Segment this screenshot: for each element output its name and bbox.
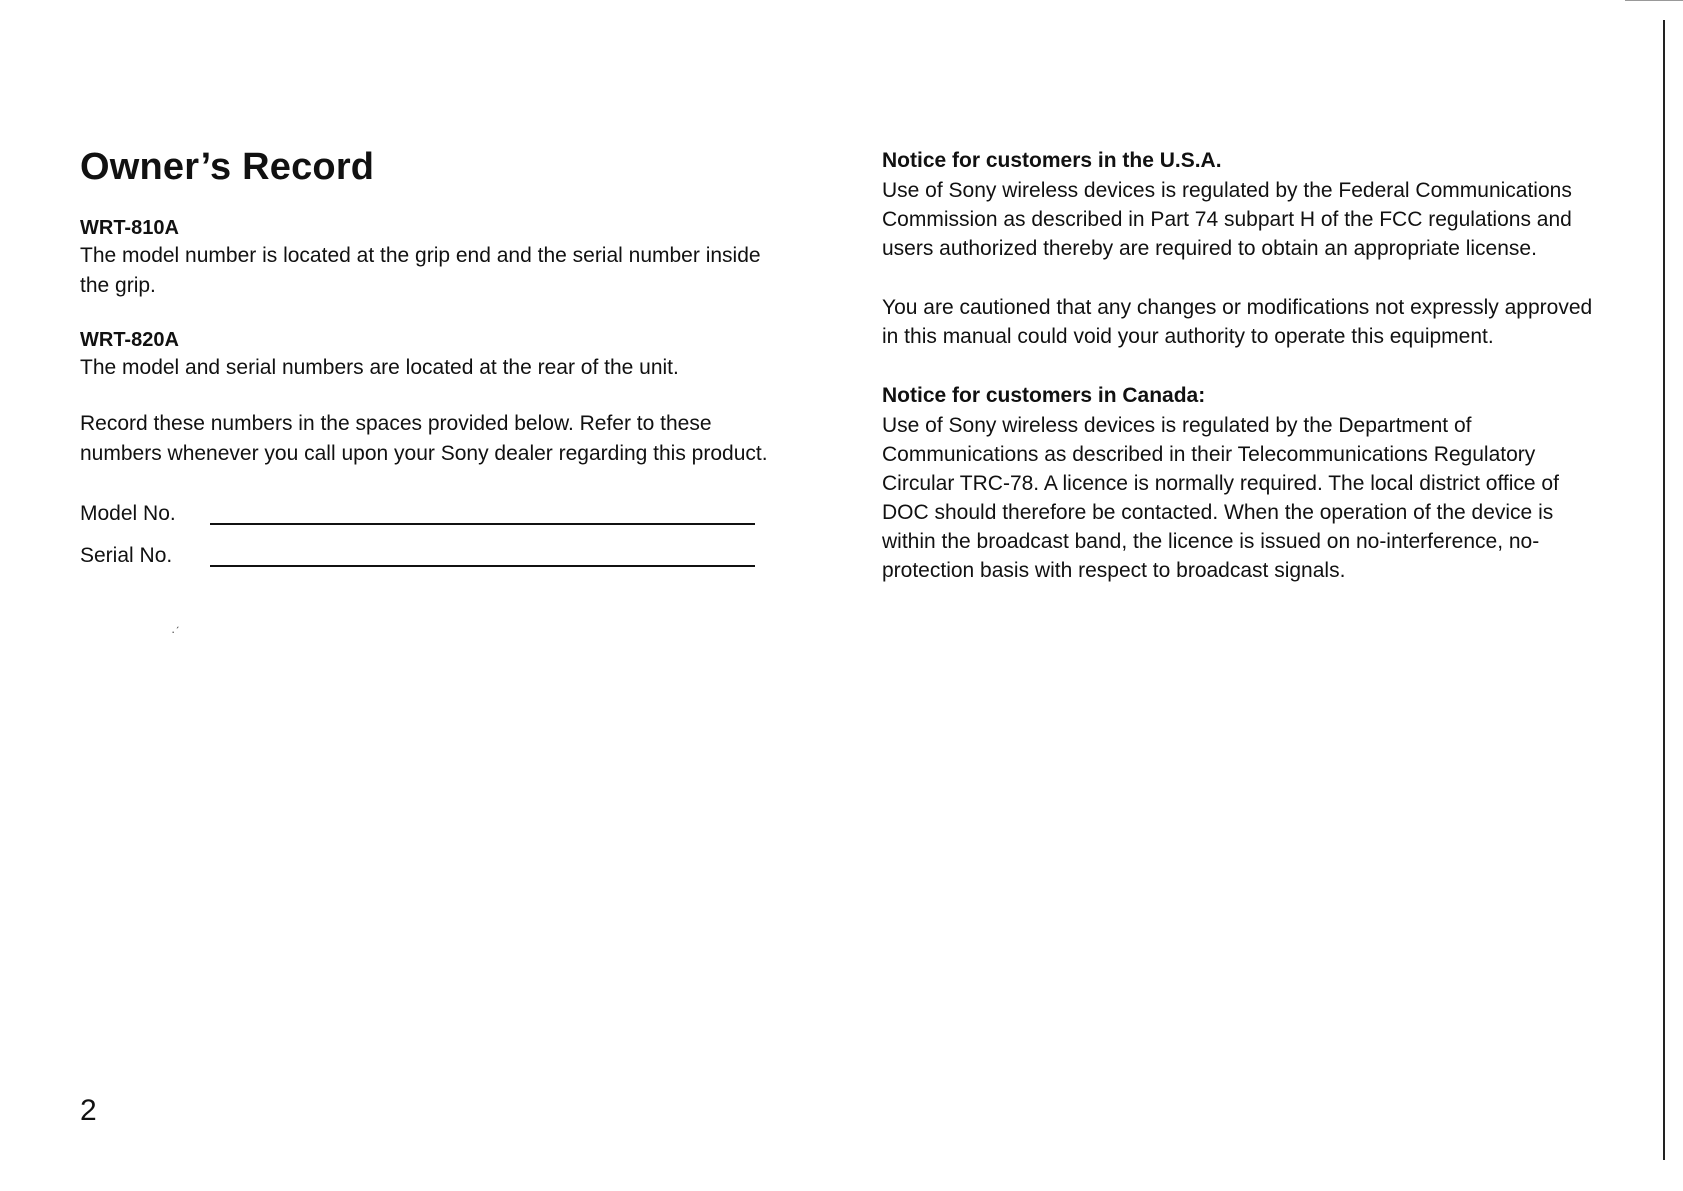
serial-number-blank-line	[210, 535, 755, 567]
owners-record-section	[80, 146, 780, 571]
model-block-wrt-810a	[80, 215, 780, 301]
scan-edge-line	[1663, 20, 1665, 1160]
model-number-label: Model No.	[80, 502, 176, 525]
page-title: Owner’s Record	[80, 146, 375, 188]
scan-speck: ·ˊ	[171, 624, 180, 639]
page-number: 2	[80, 1094, 97, 1127]
model-block-wrt-820a	[80, 327, 780, 383]
model-heading: WRT-810A	[80, 217, 179, 239]
notices-section	[882, 146, 1602, 585]
model-description: The model and serial numbers are located at the rear of the unit.	[80, 356, 679, 379]
model-heading: WRT-820A	[80, 329, 179, 351]
record-instructions: Record these numbers in the spaces provided below. Refer to these numbers whenever you call upon your Sony dealer regarding this product.	[80, 412, 768, 465]
model-description: The model number is located at the grip end and the serial number inside the grip.	[80, 244, 761, 297]
usa-notice-text: Use of Sony wireless devices is regulated by the Federal Communications Commission as described in Part 74 subpart H of the FCC regulations and users authorized thereby are required to obtain an appropriate license.	[882, 179, 1572, 260]
scan-edge-top	[1625, 0, 1683, 1]
usa-notice-heading: Notice for customers in the U.S.A.	[882, 149, 1222, 172]
model-number-blank-line	[210, 493, 755, 525]
canada-notice-heading: Notice for customers in Canada:	[882, 384, 1206, 407]
serial-number-field	[80, 529, 780, 571]
usa-caution-text: You are cautioned that any changes or modifications not expressly approved in this manual could void your authority to operate this equipment.	[882, 296, 1593, 348]
model-number-field	[80, 487, 780, 529]
canada-notice-text: Use of Sony wireless devices is regulated by the Department of Communications as described in their Telecommunications Regulatory Circular TRC-78. A licence is normally required. The local district office of DOC should therefore be contacted. When the operation of the device is within the broadcast band, the licence is issued on no-interference, no-protection basis with respect to broadcast signals.	[882, 414, 1559, 582]
serial-number-label: Serial No.	[80, 544, 173, 567]
